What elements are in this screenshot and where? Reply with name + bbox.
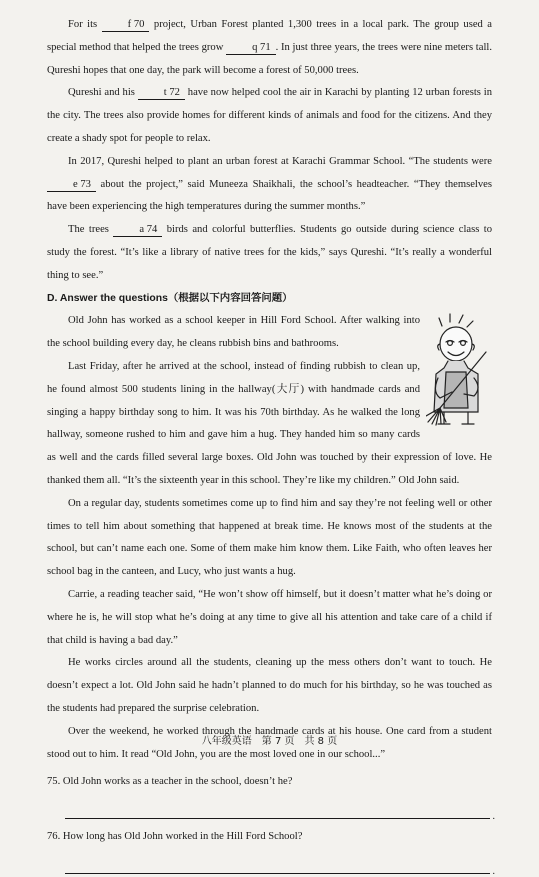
blank-73[interactable]: e 73	[47, 178, 96, 192]
reading-passage	[47, 310, 492, 766]
paragraph-72: Qureshi and his t 72 have now helped cool the air in Karachi by planting 12 urban forests in the city. The trees also provide homes for different kinds of animals and food for the citizens. And they create a shady spot for people to relax.	[47, 87, 492, 144]
story-paragraph: Last Friday, after he arrived at the school, instead of finding rubbish to clean up, he found almost 500 students lining in the hallway(大厅) with handmade cards and singing a happy birthday song to him. It was his 70th birthday. As he walked the long hallway, someone rushed to him and gave him a hug. They handed him so many cards as well and the cards filled several large boxes. Old John was touched by their expression of love. He thanked them all. “It’s the sixteenth year in this school. They’re like my children.” Old John said.	[47, 360, 492, 486]
page-footer: 八年级英语 第 7 页 共 8 页	[201, 736, 338, 747]
blank-72[interactable]: t 72	[138, 86, 185, 100]
janitor-illustration	[426, 312, 494, 426]
paragraph-73: In 2017, Qureshi helped to plant an urban forest at Karachi Grammar School. “The students were e 73 about the project,” said Muneeza Shaikhali, the school’s headteacher. “They themselves have been experiencing the high temperatures during the summer months.”	[47, 155, 492, 213]
section-d-heading: D. Answer the questions（根据以下内容回答问题）	[47, 292, 293, 304]
paragraph-70-71: For its f 70 project, Urban Forest planted 1,300 trees in a local park. The group used a special method that helped the trees grow q 71 . In just three years, the trees were nine meters tall. Qureshi hopes that one day, the park will become a forest of 50,000 trees.	[47, 19, 492, 76]
blank-74[interactable]: a 74	[113, 223, 162, 237]
question-76: 76. How long has Old John worked in the Hill Ford School?	[47, 831, 303, 843]
answer-line-76[interactable]	[65, 847, 490, 874]
blank-71[interactable]: q 71	[226, 41, 276, 55]
story-paragraph: Over the weekend, he worked through the handmade cards at his house. One card from a student stood out to him. It read “Old John, you are the most loved one in our school...”	[47, 725, 492, 760]
story-paragraph: He works circles around all the students, cleaning up the mess others don’t want to touch. He doesn’t expect a lot. Old John said he hadn’t planned to do much for his birthday, so he was touched as the students had prepared the surprise celebration.	[47, 657, 492, 714]
story-paragraph: Carrie, a reading teacher said, “He won’t show off himself, but it doesn’t matter what he’s doing or where he is, he will stop what he’s doing at any time to give all his attention and take care of a child if that child is having a bad day.”	[47, 588, 492, 646]
story-paragraph: Old John has worked as a school keeper in Hill Ford School. After walking into the school building every day, he cleans rubbish bins and bathrooms.	[47, 315, 420, 350]
blank-70[interactable]: f 70	[102, 18, 150, 32]
answer-line-75[interactable]	[65, 792, 490, 819]
paragraph-74: The trees a 74 birds and colorful butterflies. Students go outside during science class to study the forest. “It’s like a library of native trees for the kids,” says Qureshi. “It’s really a wonderful thing to see.”	[47, 224, 493, 281]
question-75: 75. Old John works as a teacher in the school, doesn’t he?	[47, 776, 293, 788]
story-paragraph: On a regular day, students sometimes come up to find him and say they’re not feeling well or other times to tell him about something that happened at break time. He knows most of the students at the school, but can’t name each one. Some of them make him know them. Like Faith, who often leaves her school bag in the canteen, and Lucy, who just wants a hug.	[47, 497, 492, 578]
